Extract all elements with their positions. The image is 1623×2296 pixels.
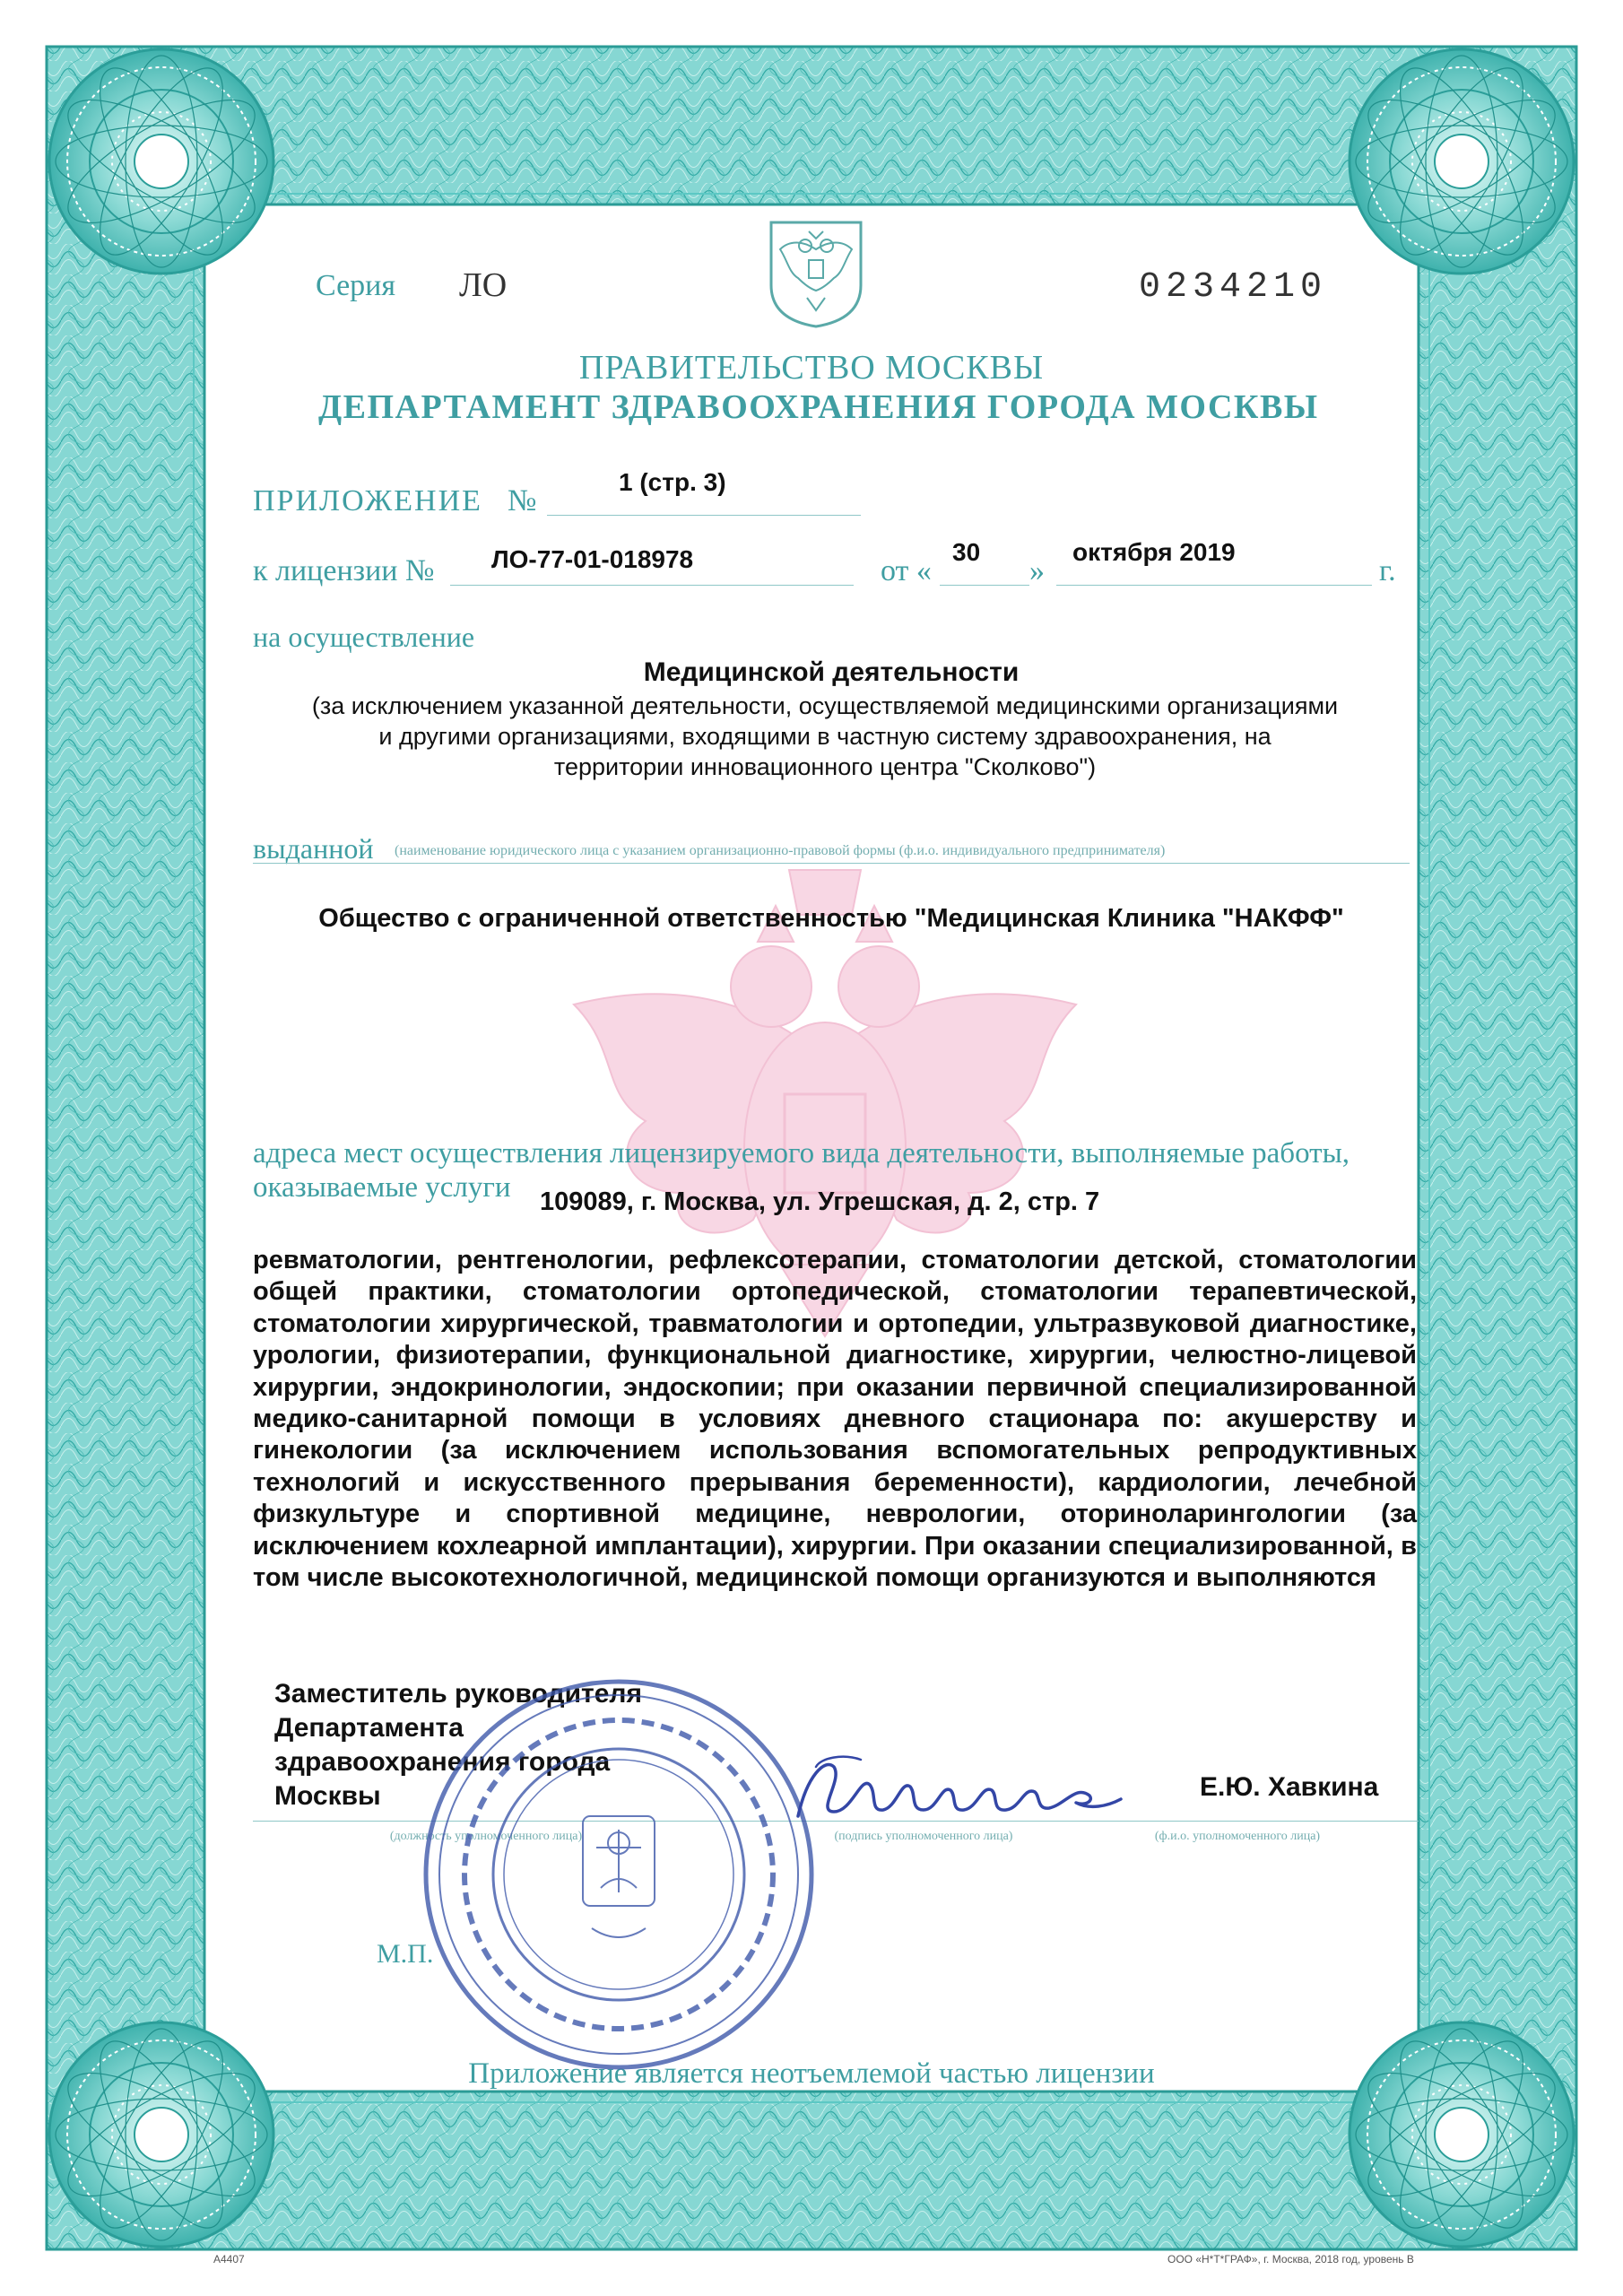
addresses-label-line-1: адреса мест осуществления лицензируемого вида деятельности, выполняемые работы, [253, 1137, 1350, 1170]
form-code: А4407 [213, 2253, 245, 2266]
signatory-position-line-2: Департамента [274, 1713, 464, 1743]
appendix-underline [547, 515, 861, 516]
issued-label: выданной [253, 832, 374, 865]
activity-line-3: территории инновационного центра "Сколково") [553, 753, 1097, 780]
license-date-underline [1056, 585, 1372, 586]
license-label: к лицензии № [253, 554, 435, 587]
organization-name: Общество с ограниченной ответственностью "Медицинская Клиника "НАКФФ" [318, 904, 1344, 933]
license-from-label: от « [881, 554, 932, 587]
position-caption: (должность уполномоченного лица) [389, 1830, 583, 1843]
printer-credit: ООО «Н*Т*ГРАФ», г. Москва, 2018 год, уровень В [1167, 2253, 1414, 2266]
seal-label: М.П. [377, 1939, 434, 1969]
services-list: ревматологии, рентгенологии, рефлексотерапии, стоматологии детской, стоматологии общей практики, стоматологии ортопедической, стоматологии терапевтической, стоматологии хирургической, травматологии и ортопедии, ультразвуковой диагностике, урологии, физиотерапии, функциональной диагностике, хирургии, челюстно-лицевой хирургии, эндокринологии, эндоскопии; при оказании первичной специализированной медико-санитарной помощи в условиях дневного стационара по: акушерству и гинекологии (за исключением использования вспомогательных репродуктивных технологий и искусственного прерывания беременности), кардиологии, лечебной физкультуре и спортивной медицине, неврологии, оториноларингологии (за исключением кохлеарной имплантации), хирургии. При оказании специализированной, в том числе высокотехнологичной, медицинской помощи организуются и выполняются [253, 1246, 1417, 1593]
department-title: ДЕПАРТАМЕНТ ЗДРАВООХРАНЕНИЯ ГОРОДА МОСКВЫ [318, 388, 1319, 426]
government-title: ПРАВИТЕЛЬСТВО МОСКВЫ [578, 349, 1045, 387]
activity-label: на осуществление [253, 621, 475, 653]
issued-hint: (наименование юридического лица с указанием организационно-правовой формы (ф.и.о. индивидуального предпринимателя) [395, 843, 1166, 858]
appendix-label: ПРИЛОЖЕНИЕ [253, 484, 482, 517]
activity-line-2: и другими организациями, входящими в частную систему здравоохранения, на [378, 723, 1271, 750]
appendix-value: 1 (стр. 3) [619, 468, 726, 496]
license-month-year: октября 2019 [1072, 538, 1236, 566]
signature-caption: (подпись уполномоченного лица) [834, 1830, 1013, 1843]
license-number: 0234210 [1139, 267, 1328, 308]
issued-underline [253, 863, 1410, 864]
series-label: Серия [316, 269, 396, 302]
footer-note: Приложение является неотъемлемой частью лицензии [468, 2057, 1155, 2090]
license-close-quote: » [1029, 554, 1045, 587]
address-value: 109089, г. Москва, ул. Угрешская, д. 2, стр. 7 [540, 1187, 1100, 1216]
license-year-suffix: г. [1379, 554, 1396, 587]
name-caption: (ф.и.о. уполномоченного лица) [1154, 1830, 1321, 1843]
handwritten-signature [780, 1740, 1139, 1839]
license-day: 30 [952, 538, 981, 566]
appendix-number-sign: № [508, 484, 537, 517]
official-seal-stamp [412, 1668, 825, 2081]
activity-line-1: (за исключением указанной деятельности, осуществляемой медицинскими организациями [311, 692, 1339, 719]
activity-title: Медицинской деятельности [643, 657, 1020, 687]
signatory-position-line-1: Заместитель руководителя [274, 1679, 642, 1709]
signatory-name: Е.Ю. Хавкина [1200, 1772, 1379, 1802]
license-day-underline [940, 585, 1029, 586]
license-ref-number: ЛО-77-01-018978 [491, 545, 694, 573]
series-value: ЛО [459, 266, 508, 304]
signatory-position-line-4: Москвы [274, 1781, 381, 1811]
addresses-label-line-2: оказываемые услуги [253, 1171, 511, 1204]
signatory-position-line-3: здравоохранения города [274, 1747, 611, 1777]
coat-of-arms-icon [762, 213, 870, 328]
license-number-underline [450, 585, 854, 586]
